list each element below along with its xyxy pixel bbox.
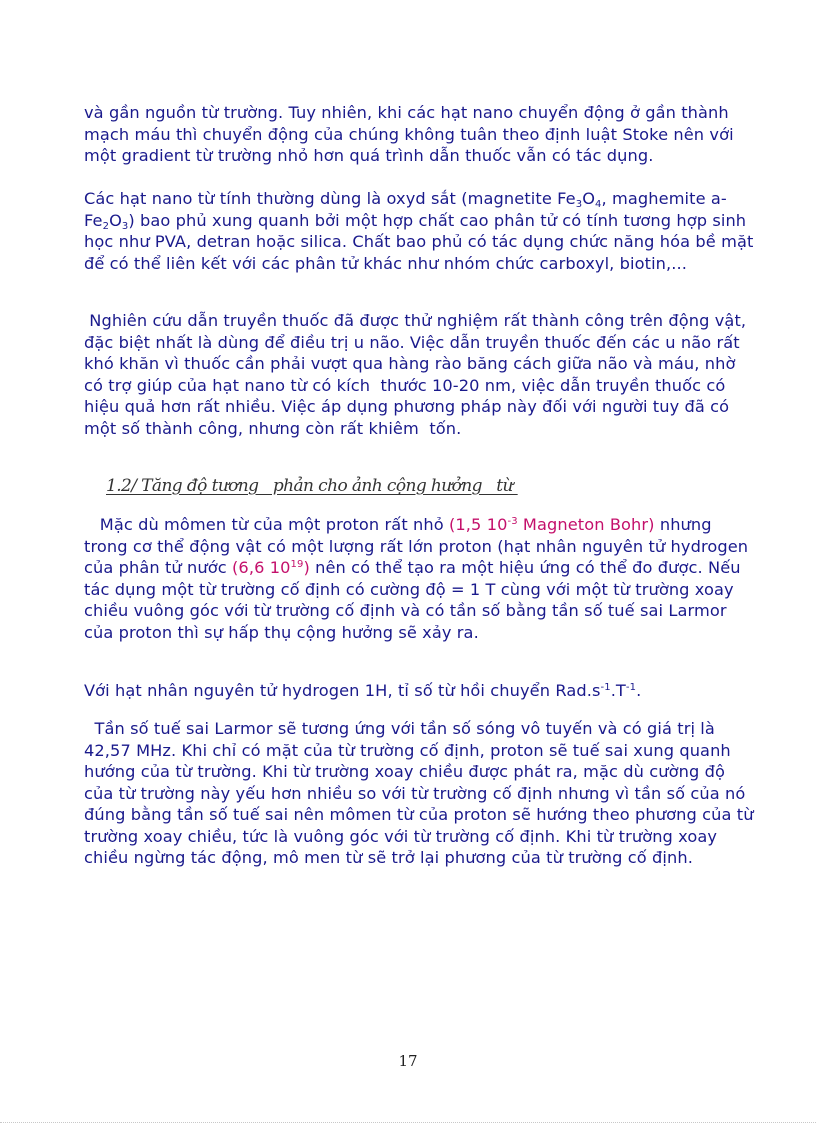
paragraph-brain-tumor-research: Nghiên cứu dẫn truyền thuốc đã được thử nghiệm rất thành công trên động vật, đặc biệt nhất là dùng để điều trị u não. Việc dẫn truyền thuốc đến các u não rất khó khăn vì thuốc cần phải vượt qua hàng rào băng cách giữa não và máu, nhờ có trợ giúp của hạt nano từ có kích thước 10-20 nm, việc dẫn truyền thuốc có hiệu quả hơn rất nhiều. Việc áp dụng phương pháp này đối với người tuy đã có một số thành công, nhưng còn rất khiêm tốn.	[84, 311, 752, 438]
paragraph-gyromagnetic-ratio: Với hạt nhân nguyên tử hydrogen 1H, tỉ số từ hồi chuyển $Rad.s^{-1}.T^{-1}$.	[84, 681, 642, 700]
highlight-magneton-value: (1,5 $10^{-3}$ Magneton Bohr)	[448, 515, 655, 534]
section-heading: 1.2/ Tăng độ tương phản cho ảnh cộng hưởng từ	[106, 476, 518, 496]
paragraph-larmor-frequency: Tần số tuế sai Larmor sẽ tương ứng với tần số sóng vô tuyến và có giá trị là 42,57 MHz. Khi chỉ có mặt của từ trường cố định, proton sẽ tuế sai xung quanh hướng của từ trường. Khi từ trường xoay chiều được phát ra, mặc dù cường độ của từ trường này yếu hơn nhiều so với từ trường cố định nhưng vì tần số của nó đúng bằng tần số tuế sai nên mômen từ của proton sẽ hướng theo phương của từ trường xoay chiều, tức là vuông góc với từ trường cố định. Khi từ trường xoay chiều ngừng tác động, mô men từ sẽ trở lại phương của từ trường cố định.	[84, 719, 759, 867]
paragraph-proton-moment: Mặc dù mômen từ của một proton rất nhỏ (1,5 $10^{-3}$ Magneton Bohr) nhưng trong cơ thể động vật có một lượng rất lớn proton (hạt nhân nguyên tử hydrogen của phân tử nước (6,6 $10^{19}$) nên có thể tạo ra một hiệu ứng có thể đo được. Nếu tác dụng một từ trường cố định có cường độ = 1 T cùng với một từ trường xoay chiều vuông góc với từ trường cố định và có tần số bằng tần số tuế sai Larmor của proton thì sự hấp thụ cộng hưởng sẽ xảy ra.	[84, 515, 754, 642]
highlight-water-proton-count: (6,6 $10^{19}$)	[232, 558, 310, 577]
page-number: 17	[398, 1052, 418, 1070]
paragraph-drug-delivery-end: và gần nguồn từ trường. Tuy nhiên, khi các hạt nano chuyển động ở gần thành mạch máu thì chuyển động của chúng không tuân theo định luật Stoke nên với một gradient từ trường nhỏ hơn quá trình dẫn thuốc vẫn có tác dụng.	[84, 103, 734, 165]
paragraph-nanoparticle-materials: Các hạt nano từ tính thường dùng là oxyd sắt (magnetite $Fe_3O_4$, maghemite $a-Fe_2O_3$) bao phủ xung quanh bởi một hợp chất cao phân tử có tính tương hợp sinh học như PVA, detran hoặc silica. Chất bao phủ có tác dụng chức năng hóa bề mặt để có thể liên kết với các phân tử khác như nhóm chức carboxyl, biotin,...	[84, 189, 754, 273]
